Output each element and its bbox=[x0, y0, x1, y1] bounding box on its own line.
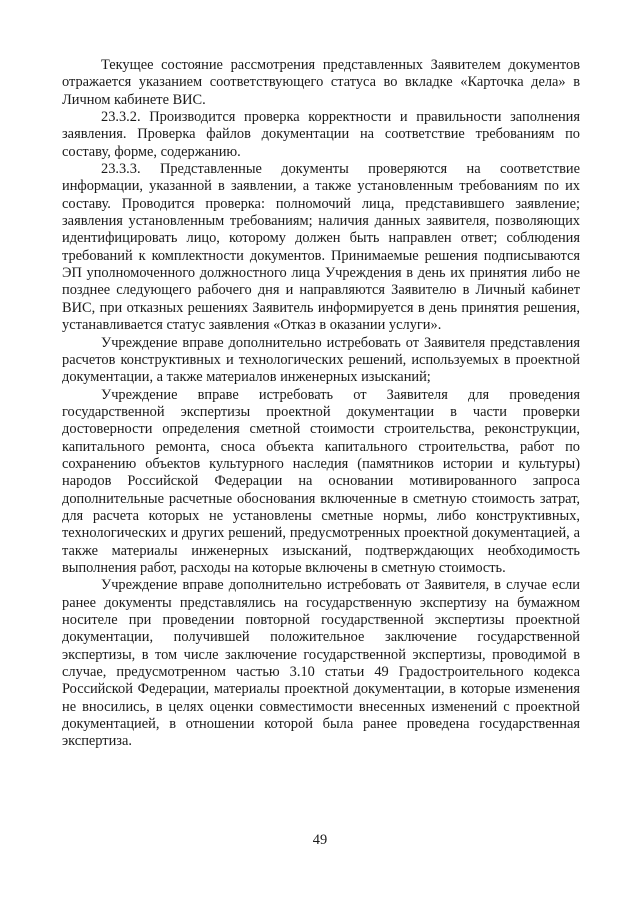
paragraph-23-3-3: 23.3.3. Представленные документы проверяются на соответствие информации, указанной в заявлении, а также установленным требованиям по их составу. Проводится проверка: полномочий лица, представившего заявление; заявления установленным требованиям; наличия данных заявителя, позволяющих идентифицировать лицо, которому должен быть направлен ответ; соблюдения требований к комплектности документов. Принимаемые решения подписываются ЭП уполномоченного должностного лица Учреждения в день их принятия либо не позднее следующего рабочего дня и направляются Заявителю в Личный кабинет ВИС, при отказных решениях Заявитель информируется в день принятия решения, устанавливается статус заявления «Отказ в оказании услуги». bbox=[62, 161, 580, 334]
page-number: 49 bbox=[312, 832, 328, 848]
paragraph-case-status: Текущее состояние рассмотрения представленных Заявителем документов отражается указанием соответствующего статуса во вкладке «Карточка дела» в Личном кабинете ВИС. bbox=[62, 57, 580, 108]
paragraph-cost-estimate: Учреждение вправе истребовать от Заявителя для проведения государственной экспертизы проектной документации в части проверки достоверности определения сметной стоимости строительства, реконструкции, капитального ремонта, сноса объекта капитального строительства, работ по сохранению объектов культурного наследия (памятников истории и культуры) народов Российской Федерации на основании мотивированного запроса дополнительные расчетные обоснования включенные в сметную стоимость затрат, для расчета которых не установлены сметные нормы, либо конструктивных, технологических и других решений, предусмотренных проектной документацией, а также материалы инженерных изысканий, подтверждающих необходимость выполнения работ, расходы на которые включены в сметную стоимость. bbox=[62, 386, 580, 576]
paragraph-additional-calculations: Учреждение вправе дополнительно истребовать от Заявителя представления расчетов конструктивных и технологических решений, используемых в проектной документации, а также материалов инженерных изысканий; bbox=[62, 334, 580, 386]
paragraph-23-3-2: 23.3.2. Производится проверка корректности и правильности заполнения заявления. Проверка файлов документации на соответствие требованиям по составу, форме, содержанию. bbox=[62, 109, 580, 160]
paragraph-repeat-examination: Учреждение вправе дополнительно истребовать от Заявителя, в случае если ранее документы представлялись на государственную экспертизу на бумажном носителе при проведении повторной государственной экспертизы проектной документации, получившей положительное заключение государственной экспертизы, в том числе заключение государственной экспертизы, проводимой в случае, предусмотренном частью 3.10 статьи 49 Градостроительного кодекса Российской Федерации, материалы проектной документации, в которые изменения не вносились, в целях оценки совместимости внесенных изменений с проектной документацией, в отношении которой была ранее проведена государственная экспертиза. bbox=[62, 577, 580, 750]
document-body bbox=[62, 57, 580, 751]
